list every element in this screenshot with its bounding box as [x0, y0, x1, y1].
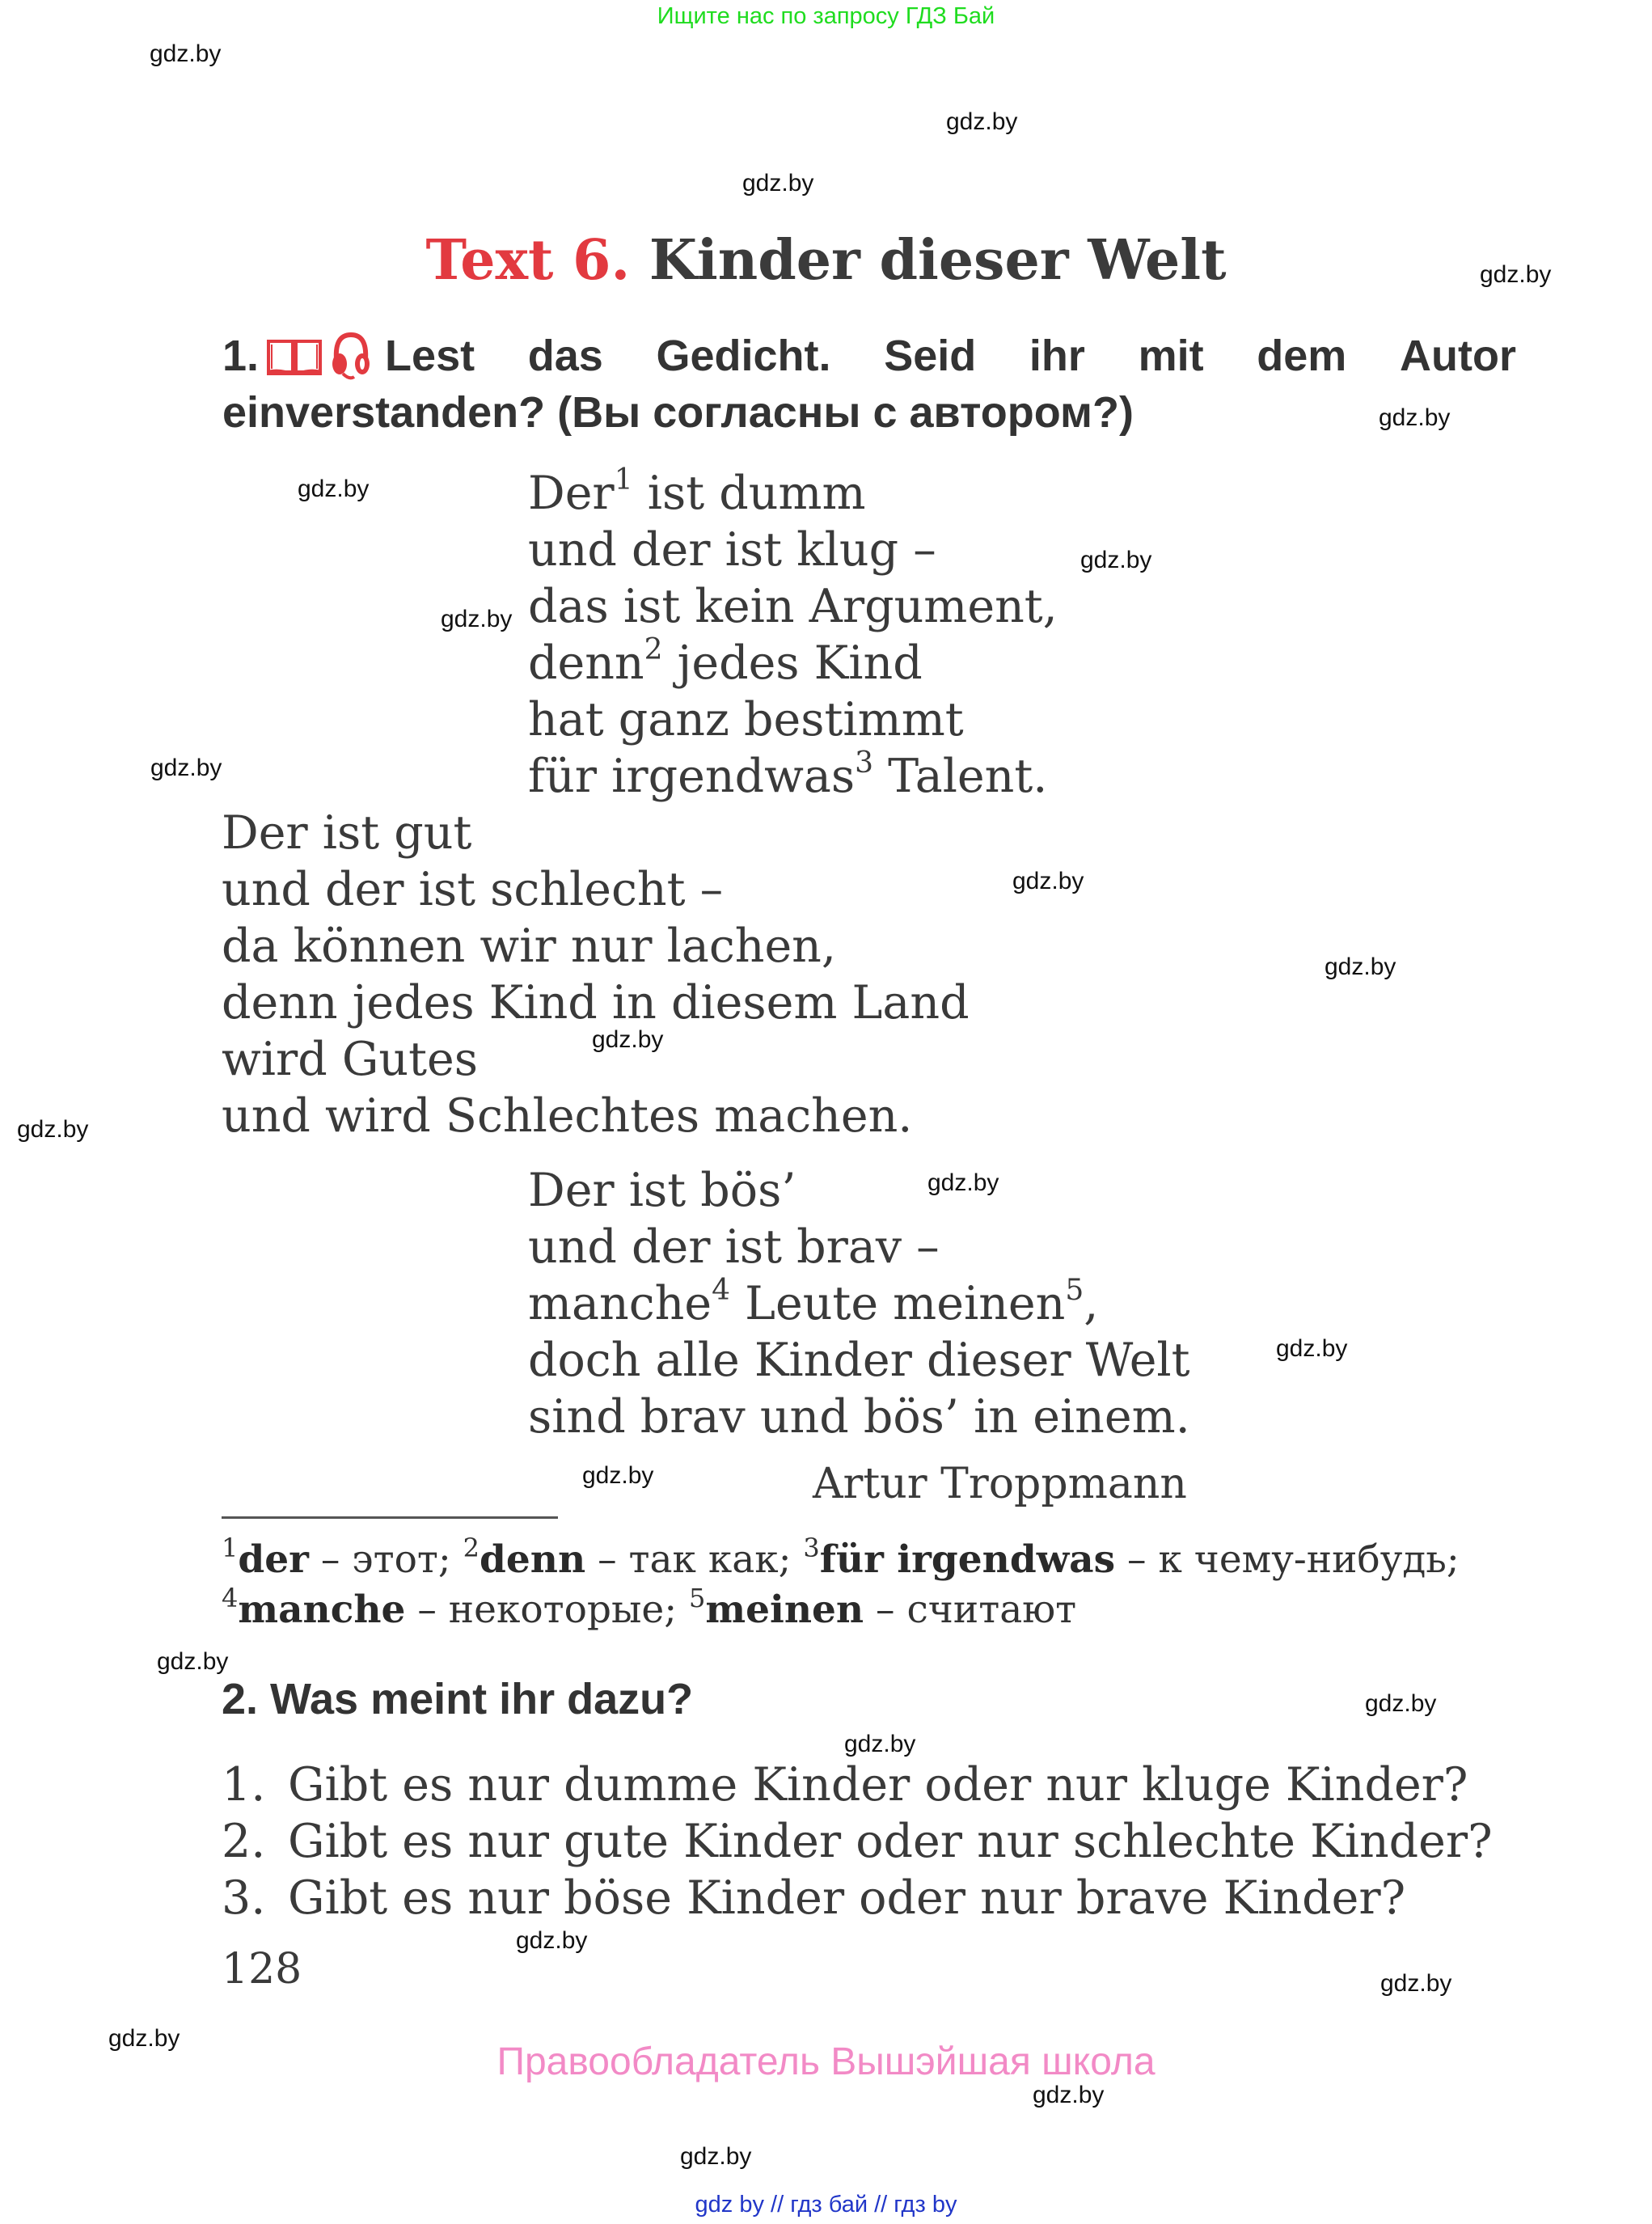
watermark: gdz.by [946, 108, 1018, 135]
task-1-word: Lest [385, 332, 475, 380]
watermark: gdz.by [582, 1462, 654, 1489]
poem-line: und der ist schlecht – [222, 863, 724, 916]
watermark: gdz.by [1380, 1970, 1452, 1997]
page-number: 128 [222, 1945, 302, 1994]
poem-stanza-2 [222, 805, 970, 1144]
poem-line: hat ganz bestimmt [528, 693, 964, 746]
watermark: gdz.by [1033, 2082, 1105, 2108]
task-1-line-1 [222, 328, 1516, 384]
footnote-line: $^1$der – этот; $^2$denn – так как; $^3$für irgendwas – к чему-нибудь; [222, 1533, 1460, 1582]
page-title [0, 228, 1652, 293]
poem-line: das ist kein Argument, [528, 580, 1058, 633]
task-1-word: Autor [1400, 332, 1516, 380]
title-text: Kinder dieser Welt [649, 228, 1227, 293]
task-1-line-2: einverstanden? (Вы согласны с автором?) [222, 388, 1134, 437]
book-icon [265, 335, 323, 377]
watermark: gdz.by [1480, 261, 1552, 288]
question-item: 2. Gibt es nur gute Kinder oder nur schlechte Kinder? [222, 1815, 1493, 1868]
poem-line: doch alle Kinder dieser Welt [528, 1334, 1190, 1387]
watermark: gdz.by [1379, 404, 1451, 431]
poem-author: Artur Troppmann [813, 1460, 1187, 1508]
task-1-word: Gedicht. [656, 332, 831, 380]
poem-line: und der ist brav – [528, 1220, 940, 1274]
watermark: gdz.by [150, 755, 222, 781]
watermark: gdz.by [592, 1026, 664, 1053]
title-number: Text 6. [425, 228, 631, 293]
watermark: gdz.by [1276, 1335, 1348, 1362]
watermark: gdz.by [441, 606, 513, 632]
question-item: 3. Gibt es nur böse Kinder oder nur brave Kinder? [222, 1871, 1406, 1925]
watermark: gdz.by [742, 170, 814, 197]
watermark: gdz.by [150, 40, 222, 67]
poem-line: denn jedes Kind in diesem Land [222, 976, 970, 1030]
task-icons [265, 332, 372, 380]
footnotes [222, 1535, 1460, 1635]
task-1-word: Seid [884, 332, 977, 380]
watermark: gdz.by [1080, 547, 1152, 573]
task-1-number: 1. [222, 332, 260, 380]
task-1-word: das [527, 332, 603, 380]
footnote-line: $^4$manche – некоторые; $^5$meinen – считают [222, 1583, 1077, 1632]
watermark: gdz.by [680, 2143, 752, 2170]
poem-line: wird Gutes [222, 1033, 479, 1086]
question-item: 1. Gibt es nur dumme Kinder oder nur kluge Kinder? [222, 1758, 1468, 1812]
task-1-word: mit [1138, 332, 1204, 380]
copyright-notice: Правообладатель Вышэйшая школа [496, 2040, 1156, 2083]
task-1 [222, 328, 1516, 441]
poem-line: Der ist gut [222, 806, 472, 860]
task-1-word: ihr [1029, 332, 1085, 380]
watermark: gdz.by [108, 2025, 180, 2052]
poem-line: Der ist bös’ [528, 1164, 796, 1217]
footer-links[interactable]: gdz by // гдз бай // гдз by [695, 2192, 957, 2218]
watermark: gdz.by [17, 1116, 89, 1143]
poem-line: und der ist klug – [528, 523, 936, 577]
search-banner: Ищите нас по запросу ГДЗ Бай [657, 3, 995, 29]
poem-line: sind brav und bös’ in einem. [528, 1390, 1190, 1444]
poem-line: Der$^1$ ist dumm [528, 463, 866, 520]
watermark: gdz.by [157, 1648, 229, 1675]
watermark: gdz.by [844, 1731, 916, 1757]
watermark: gdz.by [516, 1927, 588, 1954]
watermark: gdz.by [1325, 953, 1396, 980]
poem-stanza-1 [528, 465, 1058, 805]
watermark: gdz.by [1012, 868, 1084, 894]
poem-stanza-3 [528, 1162, 1190, 1445]
poem-line: da können wir nur lachen, [222, 920, 837, 973]
task-2-heading: 2. Was meint ihr dazu? [222, 1675, 694, 1723]
headphones-icon [330, 332, 372, 380]
poem-line: für irgendwas$^3$ Talent. [528, 746, 1048, 803]
watermark: gdz.by [927, 1169, 999, 1196]
watermark: gdz.by [1365, 1690, 1437, 1717]
poem-line: manche$^4$ Leute meinen$^5$, [528, 1274, 1099, 1330]
footnote-divider [222, 1516, 558, 1519]
watermark: gdz.by [298, 476, 370, 502]
task-1-word: dem [1257, 332, 1347, 380]
poem-line: und wird Schlechtes machen. [222, 1089, 913, 1143]
poem-line: denn$^2$ jedes Kind [528, 633, 923, 690]
task-2-questions [222, 1757, 1493, 1926]
